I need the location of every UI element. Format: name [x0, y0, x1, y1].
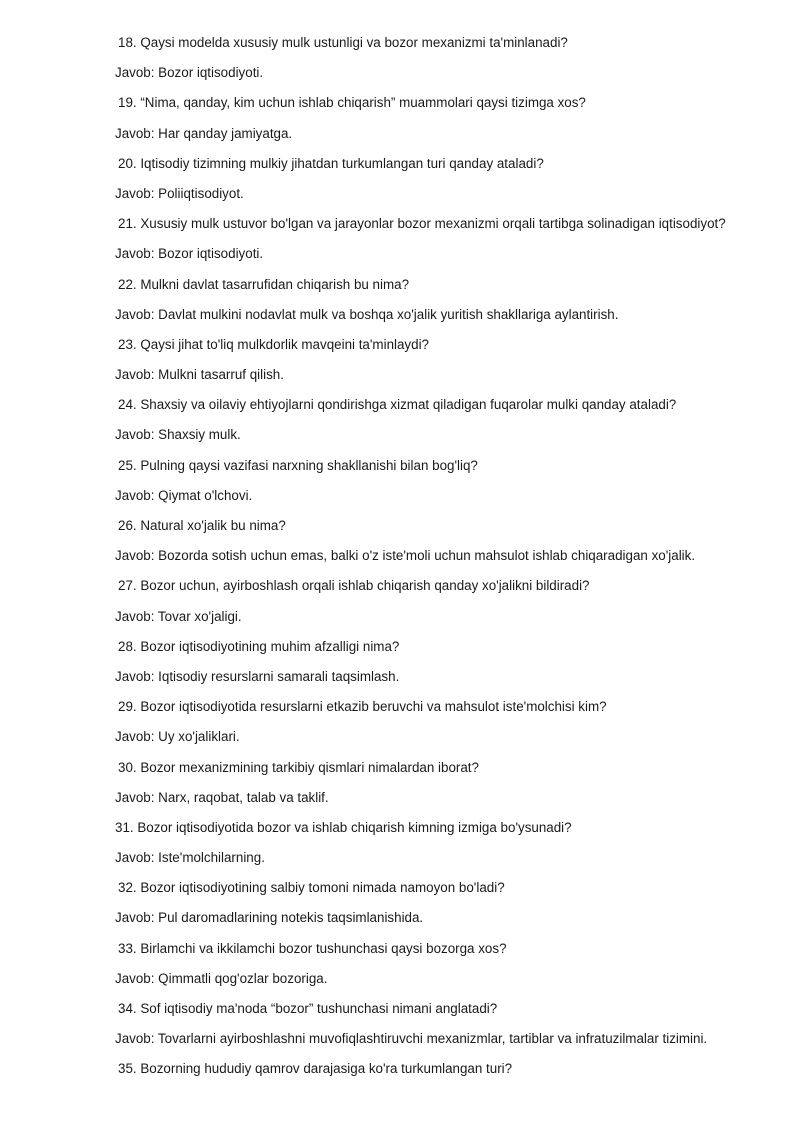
answer-line: Javob: Iste'molchilarning.	[115, 850, 265, 866]
question-line: 26. Natural xo'jalik bu nima?	[118, 518, 286, 533]
answer-line: Javob: Bozorda sotish uchun emas, balki o'z iste'moli uchun mahsulot ishlab chiqaradigan xo'jalik.	[115, 548, 696, 564]
question-line: 24. Shaxsiy va oilaviy ehtiyojlarni qondirishga xizmat qiladigan fuqarolar mulki qanday ataladi?	[118, 397, 677, 413]
question-line: 34. Sof iqtisodiy ma'noda “bozor” tushunchasi nimani anglatadi?	[118, 1001, 498, 1016]
answer-line: Javob: Bozor iqtisodiyoti.	[115, 246, 264, 262]
question-line: 21. Xususiy mulk ustuvor bo'lgan va jarayonlar bozor mexanizmi orqali tartibga solinadigan iqtisodiyot?	[118, 216, 726, 232]
answer-line: Javob: Uy xo'jaliklari.	[115, 729, 240, 745]
answer-line: Javob: Davlat mulkini nodavlat mulk va boshqa xo'jalik yuritish shakllariga aylantirish.	[115, 306, 619, 322]
question-line: 31. Bozor iqtisodiyotida bozor va ishlab chiqarish kimning izmiga bo'ysunadi?	[115, 819, 572, 835]
answer-line: Javob: Mulkni tasarruf qilish.	[115, 367, 284, 383]
question-line: 29. Bozor iqtisodiyotida resurslarni etkazib beruvchi va mahsulot iste'molchisi kim?	[118, 699, 607, 715]
question-line: 25. Pulning qaysi vazifasi narxning shakllanishi bilan bog'liq?	[118, 457, 478, 473]
answer-line: Javob: Har qanday jamiyatga.	[115, 125, 293, 141]
question-line: 32. Bozor iqtisodiyotining salbiy tomoni nimada namoyon bo'ladi?	[118, 880, 505, 896]
answer-line: Javob: Qimmatli qog'ozlar bozoriga.	[115, 970, 328, 986]
answer-line: Javob: Tovarlarni ayirboshlashni muvofiqlashtiruvchi mexanizmlar, tartiblar va infratuzilmalar tizimini.	[115, 1031, 708, 1047]
question-line: 28. Bozor iqtisodiyotining muhim afzalligi nima?	[118, 638, 400, 654]
question-line: 35. Bozorning hududiy qamrov darajasiga ko'ra turkumlangan turi?	[118, 1061, 513, 1077]
answer-line: Javob: Iqtisodiy resurslarni samarali taqsimlash.	[115, 668, 400, 684]
answer-line: Javob: Narx, raqobat, talab va taklif.	[115, 789, 329, 805]
question-line: 19. “Nima, qanday, kim uchun ishlab chiqarish” muammolari qaysi tizimga xos?	[118, 95, 586, 111]
answer-line: Javob: Poliiqtisodiyot.	[115, 185, 244, 201]
question-line: 22. Mulkni davlat tasarrufidan chiqarish bu nima?	[118, 276, 410, 292]
answer-line: Javob: Bozor iqtisodiyoti.	[115, 65, 264, 81]
question-line: 30. Bozor mexanizmining tarkibiy qismlari nimalardan iborat?	[118, 759, 479, 775]
question-line: 27. Bozor uchun, ayirboshlash orqali ishlab chiqarish qanday xo'jalikni bildiradi?	[118, 578, 590, 594]
question-line: 18. Qaysi modelda xususiy mulk ustunligi va bozor mexanizmi ta'minlanadi?	[118, 35, 568, 50]
question-line: 23. Qaysi jihat to'liq mulkdorlik mavqeini ta'minlaydi?	[118, 336, 429, 352]
question-line: 33. Birlamchi va ikkilamchi bozor tushunchasi qaysi bozorga xos?	[118, 940, 507, 956]
answer-line: Javob: Tovar xo'jaligi.	[115, 608, 242, 624]
answer-line: Javob: Pul daromadlarining notekis taqsimlanishida.	[115, 910, 424, 926]
question-line: 20. Iqtisodiy tizimning mulkiy jihatdan turkumlangan turi qanday ataladi?	[118, 155, 544, 171]
answer-line: Javob: Qiymat o'lchovi.	[115, 487, 253, 503]
answer-line: Javob: Shaxsiy mulk.	[115, 427, 241, 443]
